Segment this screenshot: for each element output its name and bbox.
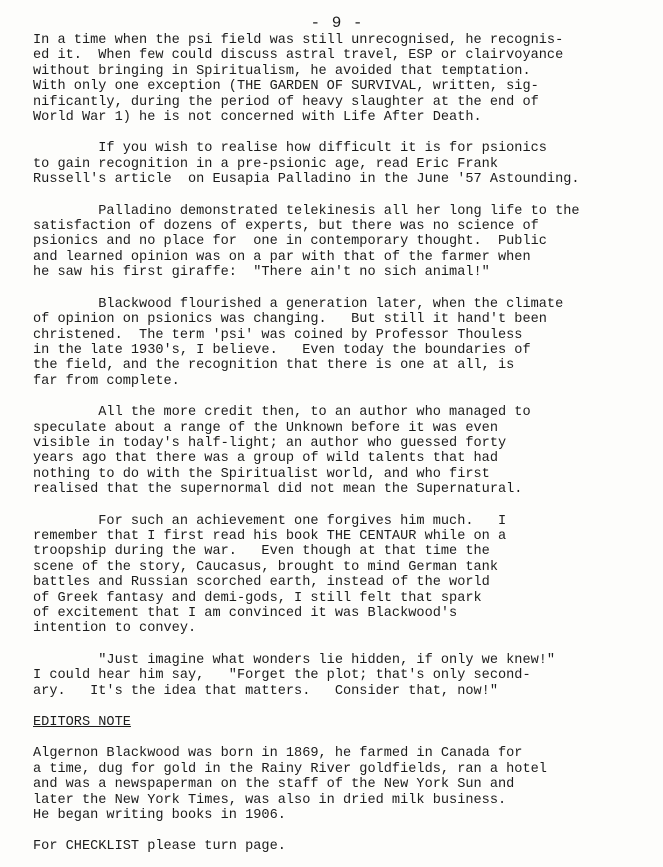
text-line: satisfaction of dozens of experts, but there was no science of [33,219,539,235]
text-line: He began writing books in 1906. [33,808,286,824]
text-line: All the more credit then, to an author who managed to [33,405,531,421]
paragraph [33,141,641,187]
text-line: of opinion on psionics was changing. But still it hand't been [33,312,547,328]
text-line: later the New York Times, was also in dried milk business. [33,792,507,808]
text-line: nothing to do with the Spiritualist world, and who first [33,466,490,482]
article-body [33,33,641,699]
text-line: battles and Russian scorched earth, instead of the world [33,575,490,591]
text-line: troopship during the war. Even though at that time the [33,544,490,560]
text-line: For such an achievement one forgives him much. I [33,513,507,529]
text-line: without bringing in Spiritualism, he avoided that temptation. [33,63,531,79]
text-line: christened. The term 'psi' was coined by Professor Thouless [33,327,523,343]
footer-instruction: For CHECKLIST please turn page. [33,839,286,855]
editors-note-heading: EDITORS NOTE [33,715,131,731]
text-line: of excitement that I am convinced it was Blackwood's [33,606,458,621]
text-line: remember that I first read his book THE CENTAUR while on a [33,528,507,544]
text-line: a time, dug for gold in the Rainy River goldfields, ran a hotel [33,761,547,777]
text-line: scene of the story, Caucasus, brought to mind German tank [33,559,498,575]
text-line: far from complete. [33,373,180,389]
text-line: Algernon Blackwood was born in 1869, he farmed in Canada for [33,746,523,762]
text-line: and was a newspaperman on the staff of the New York Sun and [33,777,515,793]
text-line: ed it. When few could discuss astral travel, ESP or clairvoyance [33,48,564,64]
text-line: World War 1) he is not concerned with Life After Death. [33,110,482,126]
paragraph [33,33,641,125]
text-line: in the late 1930's, I believe. Even today the boundaries of [33,342,531,358]
text-line: intention to convey. [33,621,197,637]
text-line: "Just imagine what wonders lie hidden, if only we knew!" [33,652,556,668]
paragraph [33,653,641,699]
editors-note-body [33,746,641,823]
text-line: psionics and no place for one in contemporary thought. Public [33,234,547,250]
text-line: of Greek fantasy and demi-gods, I still felt that spark [33,590,482,606]
text-line: If you wish to realise how difficult it is for psionics [33,141,547,157]
page-number: - 9 - [310,14,364,32]
text-line: to gain recognition in a pre-psionic age, read Eric Frank [33,156,498,172]
text-line: realised that the supernormal did not mean the Supernatural. [33,482,523,498]
text-line: Russell's article on Eusapia Palladino in the June '57 Astounding. [33,172,580,188]
text-line: visible in today's half-light; an author who guessed forty [33,435,507,451]
text-line: ary. It's the idea that matters. Consider that, now!" [33,683,498,699]
text-line: Blackwood flourished a generation later, when the climate [33,296,564,312]
paragraph [33,514,641,637]
paragraph [33,297,641,389]
text-line: years ago that there was a group of wild talents that had [33,451,498,467]
text-line: he saw his first giraffe: "There ain't no sich animal!" [33,265,490,281]
text-line: Palladino demonstrated telekinesis all her long life to the [33,203,580,219]
text-line: With only one exception (THE GARDEN OF SURVIVAL, written, sig- [33,79,539,95]
text-line: the field, and the recognition that there is one at all, is [33,358,515,374]
paragraph [33,405,641,497]
text-line: In a time when the psi field was still unrecognised, he recognis- [33,33,564,48]
text-line: and learned opinion was on a par with that of the farmer when [33,249,531,265]
text-line: nificantly, during the period of heavy slaughter at the end of [33,94,539,110]
text-line: speculate about a range of the Unknown before it was even [33,420,498,436]
text-line: I could hear him say, "Forget the plot; that's only second- [33,668,531,684]
paragraph [33,204,641,281]
